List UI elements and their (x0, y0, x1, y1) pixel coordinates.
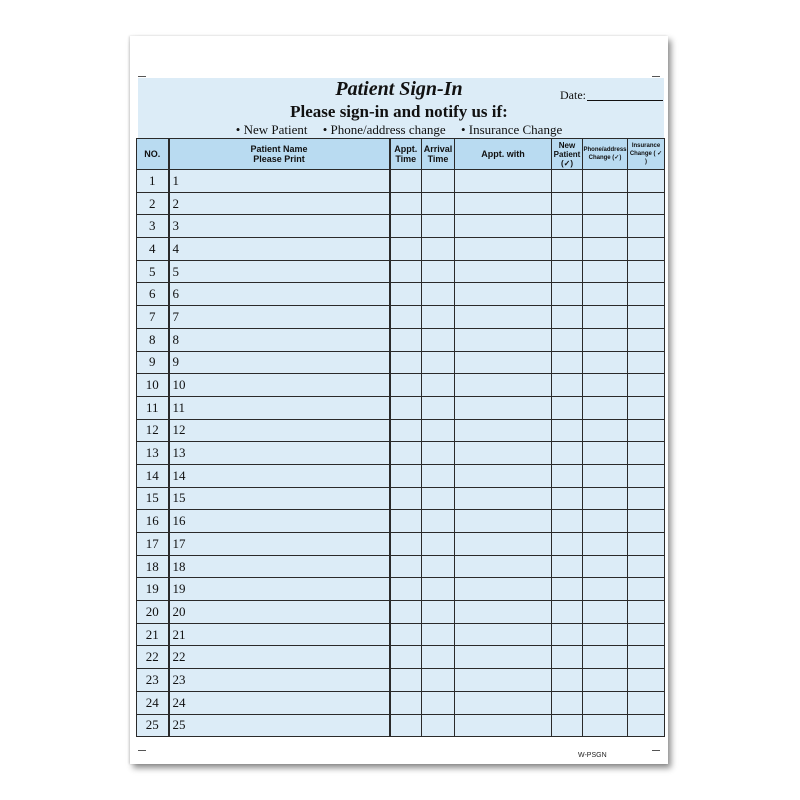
insurance-change-cell[interactable] (628, 442, 665, 465)
row-number: 21 (137, 623, 169, 646)
table-row (137, 328, 665, 351)
table-row (137, 374, 665, 397)
arrival-time-cell[interactable] (422, 396, 455, 419)
new-patient-cell[interactable] (552, 396, 583, 419)
table-row (137, 623, 665, 646)
new-patient-cell[interactable] (552, 601, 583, 624)
phone-address-change-cell[interactable] (583, 192, 628, 215)
row-number: 2 (137, 192, 169, 215)
row-number: 20 (137, 601, 169, 624)
header-appt-time: Appt. Time (390, 139, 422, 170)
row-number: 18 (137, 555, 169, 578)
appt-with-cell[interactable] (455, 691, 552, 714)
insurance-change-cell[interactable] (628, 669, 665, 692)
appt-time-cell[interactable] (390, 646, 422, 669)
sign-in-table (136, 138, 665, 737)
table-header-row (137, 139, 665, 170)
appt-time-cell[interactable] (390, 578, 422, 601)
arrival-time-cell[interactable] (422, 691, 455, 714)
arrival-time-cell[interactable] (422, 260, 455, 283)
row-number: 14 (137, 464, 169, 487)
appt-time-cell[interactable] (390, 510, 422, 533)
arrival-time-cell[interactable] (422, 306, 455, 329)
row-number: 9 (137, 351, 169, 374)
header-patient-name: Patient Name Please Print (169, 139, 390, 170)
new-patient-cell[interactable] (552, 283, 583, 306)
row-number: 7 (137, 306, 169, 329)
appt-with-cell[interactable] (455, 533, 552, 556)
table-row (137, 442, 665, 465)
phone-address-change-cell[interactable] (583, 351, 628, 374)
arrival-time-cell[interactable] (422, 170, 455, 193)
appt-with-cell[interactable] (455, 669, 552, 692)
phone-address-change-cell[interactable] (583, 669, 628, 692)
patient-name-cell[interactable]: 2 (169, 192, 390, 215)
new-patient-cell[interactable] (552, 646, 583, 669)
new-patient-cell[interactable] (552, 170, 583, 193)
row-number: 13 (137, 442, 169, 465)
appt-with-cell[interactable] (455, 601, 552, 624)
phone-address-change-cell[interactable] (583, 601, 628, 624)
new-patient-cell[interactable] (552, 464, 583, 487)
table-row (137, 306, 665, 329)
insurance-change-cell[interactable] (628, 260, 665, 283)
table-row (137, 419, 665, 442)
patient-name-cell[interactable]: 3 (169, 215, 390, 238)
patient-name-cell[interactable]: 10 (169, 374, 390, 397)
appt-time-cell[interactable] (390, 419, 422, 442)
patient-name-cell[interactable]: 5 (169, 260, 390, 283)
patient-name-cell[interactable]: 11 (169, 396, 390, 419)
table-row (137, 238, 665, 261)
date-field[interactable] (560, 88, 663, 103)
phone-address-change-cell[interactable] (583, 646, 628, 669)
insurance-change-cell[interactable] (628, 192, 665, 215)
phone-address-change-cell[interactable] (583, 419, 628, 442)
phone-address-change-cell[interactable] (583, 306, 628, 329)
phone-address-change-cell[interactable] (583, 260, 628, 283)
new-patient-cell[interactable] (552, 578, 583, 601)
insurance-change-cell[interactable] (628, 283, 665, 306)
appt-time-cell[interactable] (390, 669, 422, 692)
form-title: Patient Sign-In (335, 78, 463, 100)
appt-time-cell[interactable] (390, 442, 422, 465)
arrival-time-cell[interactable] (422, 533, 455, 556)
phone-address-change-cell[interactable] (583, 283, 628, 306)
appt-with-cell[interactable] (455, 374, 552, 397)
arrival-time-cell[interactable] (422, 351, 455, 374)
row-number: 10 (137, 374, 169, 397)
patient-name-cell[interactable]: 23 (169, 669, 390, 692)
phone-address-change-cell[interactable] (583, 714, 628, 737)
new-patient-cell[interactable] (552, 623, 583, 646)
row-number: 22 (137, 646, 169, 669)
arrival-time-cell[interactable] (422, 238, 455, 261)
new-patient-cell[interactable] (552, 374, 583, 397)
patient-name-cell[interactable]: 15 (169, 487, 390, 510)
patient-name-cell[interactable]: 19 (169, 578, 390, 601)
table-row (137, 669, 665, 692)
patient-name-cell[interactable]: 13 (169, 442, 390, 465)
patient-name-cell[interactable]: 1 (169, 170, 390, 193)
new-patient-cell[interactable] (552, 260, 583, 283)
patient-name-cell[interactable]: 16 (169, 510, 390, 533)
header-appt-with: Appt. with (455, 139, 552, 170)
appt-with-cell[interactable] (455, 510, 552, 533)
row-number: 24 (137, 691, 169, 714)
insurance-change-cell[interactable] (628, 623, 665, 646)
corner-tick (652, 76, 660, 77)
arrival-time-cell[interactable] (422, 192, 455, 215)
phone-address-change-cell[interactable] (583, 442, 628, 465)
table-row (137, 260, 665, 283)
insurance-change-cell[interactable] (628, 510, 665, 533)
row-number: 1 (137, 170, 169, 193)
appt-with-cell[interactable] (455, 306, 552, 329)
row-number: 8 (137, 328, 169, 351)
new-patient-cell[interactable] (552, 306, 583, 329)
appt-time-cell[interactable] (390, 170, 422, 193)
date-line[interactable] (587, 100, 663, 101)
appt-time-cell[interactable] (390, 555, 422, 578)
appt-with-cell[interactable] (455, 419, 552, 442)
new-patient-cell[interactable] (552, 192, 583, 215)
appt-with-cell[interactable] (455, 170, 552, 193)
new-patient-cell[interactable] (552, 714, 583, 737)
phone-address-change-cell[interactable] (583, 396, 628, 419)
new-patient-cell[interactable] (552, 510, 583, 533)
form-subtitle: Please sign-in and notify us if: (290, 102, 508, 121)
table-row (137, 691, 665, 714)
new-patient-cell[interactable] (552, 328, 583, 351)
phone-address-change-cell[interactable] (583, 510, 628, 533)
table-row (137, 646, 665, 669)
header-new-patient: New Patient (✓) (552, 139, 583, 170)
patient-name-cell[interactable]: 8 (169, 328, 390, 351)
arrival-time-cell[interactable] (422, 283, 455, 306)
new-patient-cell[interactable] (552, 215, 583, 238)
row-number: 19 (137, 578, 169, 601)
row-number: 6 (137, 283, 169, 306)
bullet-phone-address: • Phone/address change (322, 122, 446, 137)
patient-name-cell[interactable]: 18 (169, 555, 390, 578)
appt-time-cell[interactable] (390, 215, 422, 238)
row-number: 25 (137, 714, 169, 737)
appt-time-cell[interactable] (390, 238, 422, 261)
appt-time-cell[interactable] (390, 328, 422, 351)
insurance-change-cell[interactable] (628, 555, 665, 578)
arrival-time-cell[interactable] (422, 510, 455, 533)
appt-with-cell[interactable] (455, 283, 552, 306)
header-phone-address-change: Phone/address Change (✓) (583, 139, 628, 170)
phone-address-change-cell[interactable] (583, 555, 628, 578)
insurance-change-cell[interactable] (628, 215, 665, 238)
table-body (137, 170, 665, 737)
appt-time-cell[interactable] (390, 714, 422, 737)
appt-with-cell[interactable] (455, 215, 552, 238)
patient-name-cell[interactable]: 12 (169, 419, 390, 442)
patient-name-cell[interactable]: 17 (169, 533, 390, 556)
phone-address-change-cell[interactable] (583, 374, 628, 397)
new-patient-cell[interactable] (552, 669, 583, 692)
arrival-time-cell[interactable] (422, 419, 455, 442)
table-row (137, 510, 665, 533)
phone-address-change-cell[interactable] (583, 464, 628, 487)
header-insurance-change: Insurance Change ( ✓ ) (628, 139, 665, 170)
table-row (137, 464, 665, 487)
appt-time-cell[interactable] (390, 374, 422, 397)
appt-time-cell[interactable] (390, 192, 422, 215)
date-label: Date: (560, 88, 586, 102)
table-row (137, 578, 665, 601)
appt-time-cell[interactable] (390, 487, 422, 510)
arrival-time-cell[interactable] (422, 669, 455, 692)
insurance-change-cell[interactable] (628, 714, 665, 737)
table-row (137, 170, 665, 193)
row-number: 23 (137, 669, 169, 692)
patient-name-cell[interactable]: 6 (169, 283, 390, 306)
table-row (137, 215, 665, 238)
insurance-change-cell[interactable] (628, 464, 665, 487)
phone-address-change-cell[interactable] (583, 533, 628, 556)
phone-address-change-cell[interactable] (583, 215, 628, 238)
phone-address-change-cell[interactable] (583, 623, 628, 646)
new-patient-cell[interactable] (552, 238, 583, 261)
phone-address-change-cell[interactable] (583, 487, 628, 510)
phone-address-change-cell[interactable] (583, 238, 628, 261)
table-row (137, 714, 665, 737)
form-code: W-PSGN (578, 752, 607, 759)
arrival-time-cell[interactable] (422, 487, 455, 510)
phone-address-change-cell[interactable] (583, 691, 628, 714)
appt-time-cell[interactable] (390, 283, 422, 306)
arrival-time-cell[interactable] (422, 464, 455, 487)
patient-name-cell[interactable]: 22 (169, 646, 390, 669)
header-no: NO. (137, 139, 169, 170)
sign-in-sheet (130, 36, 668, 764)
arrival-time-cell[interactable] (422, 601, 455, 624)
appt-with-cell[interactable] (455, 442, 552, 465)
table-row (137, 487, 665, 510)
insurance-change-cell[interactable] (628, 601, 665, 624)
insurance-change-cell[interactable] (628, 533, 665, 556)
row-number: 17 (137, 533, 169, 556)
corner-tick (138, 750, 146, 751)
patient-name-cell[interactable]: 7 (169, 306, 390, 329)
arrival-time-cell[interactable] (422, 646, 455, 669)
bullet-new-patient: • New Patient (235, 122, 308, 137)
appt-time-cell[interactable] (390, 601, 422, 624)
appt-with-cell[interactable] (455, 328, 552, 351)
appt-with-cell[interactable] (455, 487, 552, 510)
appt-with-cell[interactable] (455, 623, 552, 646)
appt-time-cell[interactable] (390, 464, 422, 487)
appt-with-cell[interactable] (455, 646, 552, 669)
corner-tick (138, 76, 146, 77)
appt-with-cell[interactable] (455, 238, 552, 261)
notify-list (130, 122, 668, 138)
table-row (137, 396, 665, 419)
appt-with-cell[interactable] (455, 578, 552, 601)
appt-time-cell[interactable] (390, 691, 422, 714)
insurance-change-cell[interactable] (628, 646, 665, 669)
arrival-time-cell[interactable] (422, 442, 455, 465)
arrival-time-cell[interactable] (422, 374, 455, 397)
table-row (137, 533, 665, 556)
row-number: 15 (137, 487, 169, 510)
insurance-change-cell[interactable] (628, 396, 665, 419)
appt-with-cell[interactable] (455, 464, 552, 487)
table-row (137, 555, 665, 578)
patient-name-cell[interactable]: 25 (169, 714, 390, 737)
appt-with-cell[interactable] (455, 396, 552, 419)
insurance-change-cell[interactable] (628, 328, 665, 351)
patient-name-cell[interactable]: 4 (169, 238, 390, 261)
table-row (137, 283, 665, 306)
appt-with-cell[interactable] (455, 555, 552, 578)
patient-name-cell[interactable]: 9 (169, 351, 390, 374)
insurance-change-cell[interactable] (628, 351, 665, 374)
row-number: 4 (137, 238, 169, 261)
new-patient-cell[interactable] (552, 351, 583, 374)
bullet-insurance: • Insurance Change (460, 122, 563, 137)
row-number: 5 (137, 260, 169, 283)
insurance-change-cell[interactable] (628, 374, 665, 397)
appt-time-cell[interactable] (390, 306, 422, 329)
new-patient-cell[interactable] (552, 419, 583, 442)
corner-tick (652, 750, 660, 751)
insurance-change-cell[interactable] (628, 306, 665, 329)
appt-time-cell[interactable] (390, 533, 422, 556)
table-row (137, 192, 665, 215)
insurance-change-cell[interactable] (628, 170, 665, 193)
appt-with-cell[interactable] (455, 714, 552, 737)
insurance-change-cell[interactable] (628, 419, 665, 442)
row-number: 11 (137, 396, 169, 419)
appt-with-cell[interactable] (455, 260, 552, 283)
arrival-time-cell[interactable] (422, 328, 455, 351)
insurance-change-cell[interactable] (628, 238, 665, 261)
new-patient-cell[interactable] (552, 533, 583, 556)
insurance-change-cell[interactable] (628, 578, 665, 601)
arrival-time-cell[interactable] (422, 215, 455, 238)
appt-time-cell[interactable] (390, 396, 422, 419)
new-patient-cell[interactable] (552, 487, 583, 510)
arrival-time-cell[interactable] (422, 578, 455, 601)
patient-name-cell[interactable]: 20 (169, 601, 390, 624)
table-row (137, 351, 665, 374)
arrival-time-cell[interactable] (422, 623, 455, 646)
new-patient-cell[interactable] (552, 555, 583, 578)
phone-address-change-cell[interactable] (583, 328, 628, 351)
row-number: 3 (137, 215, 169, 238)
appt-with-cell[interactable] (455, 192, 552, 215)
patient-name-cell[interactable]: 14 (169, 464, 390, 487)
patient-name-cell[interactable]: 21 (169, 623, 390, 646)
insurance-change-cell[interactable] (628, 691, 665, 714)
new-patient-cell[interactable] (552, 442, 583, 465)
arrival-time-cell[interactable] (422, 555, 455, 578)
appt-time-cell[interactable] (390, 351, 422, 374)
appt-time-cell[interactable] (390, 260, 422, 283)
appt-with-cell[interactable] (455, 351, 552, 374)
new-patient-cell[interactable] (552, 691, 583, 714)
insurance-change-cell[interactable] (628, 487, 665, 510)
patient-name-cell[interactable]: 24 (169, 691, 390, 714)
table-row (137, 601, 665, 624)
phone-address-change-cell[interactable] (583, 578, 628, 601)
arrival-time-cell[interactable] (422, 714, 455, 737)
row-number: 12 (137, 419, 169, 442)
row-number: 16 (137, 510, 169, 533)
appt-time-cell[interactable] (390, 623, 422, 646)
phone-address-change-cell[interactable] (583, 170, 628, 193)
header-arrival-time: Arrival Time (422, 139, 455, 170)
